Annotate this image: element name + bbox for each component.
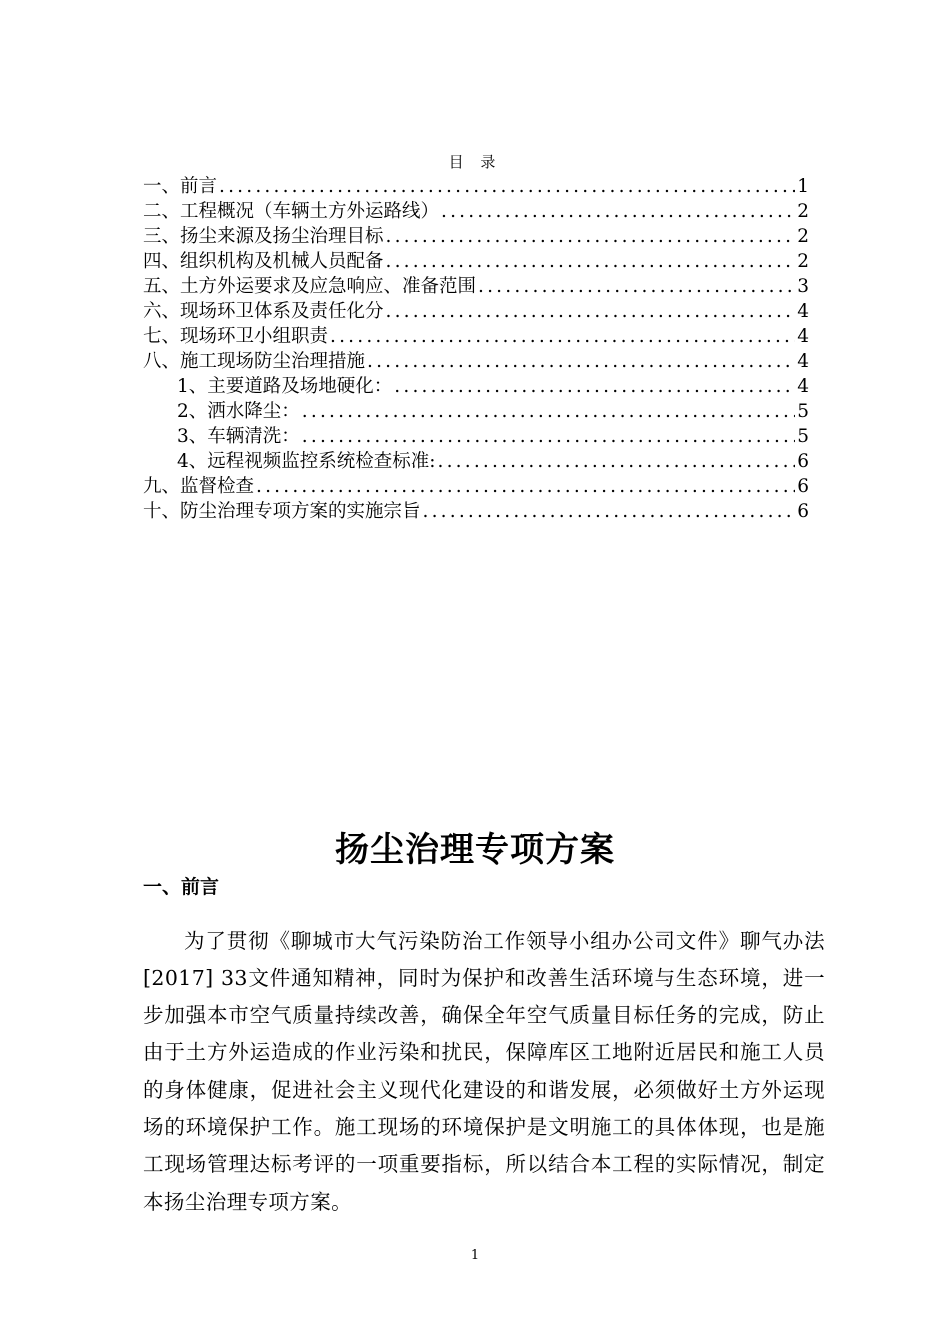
toc-entry-page: 4 [797, 301, 809, 322]
toc-leader-dots [394, 374, 795, 399]
toc-entry[interactable] [143, 199, 809, 224]
toc-entry-page: 4 [797, 376, 809, 397]
toc-entry-text: 4、远程视频监控系统检查标准: [177, 451, 436, 472]
toc-leader-dots [441, 199, 795, 224]
toc-leader-dots [256, 474, 795, 499]
toc-entry-text: 2、洒水降尘： [177, 401, 300, 422]
toc-entry-text: 1、主要道路及场地硬化： [177, 376, 393, 397]
toc-entry-page: 2 [797, 251, 809, 272]
toc-entry-page: 5 [797, 426, 809, 447]
toc-entry[interactable] [143, 499, 809, 524]
toc-entry[interactable] [143, 249, 809, 274]
toc-entry-page: 3 [797, 276, 809, 297]
page-number: 1 [470, 1248, 480, 1263]
toc-leader-dots [219, 174, 795, 199]
toc-leader-dots [302, 424, 795, 449]
toc-entry-page: 6 [797, 476, 809, 497]
toc-entry[interactable] [143, 299, 809, 324]
toc-entry-text: 二、工程概况（车辆土方外运路线） [143, 201, 440, 222]
toc-entry-text: 九、监督检查 [143, 476, 255, 497]
toc-entry-text: 三、扬尘来源及扬尘治理目标 [143, 226, 384, 247]
toc-subentry[interactable] [143, 374, 809, 399]
toc-title: 目 录 [448, 153, 502, 171]
toc-entry[interactable] [143, 274, 809, 299]
toc-entry-page: 1 [797, 176, 809, 197]
table-of-contents [143, 174, 809, 524]
toc-entry-text: 四、组织机构及机械人员配备 [143, 251, 384, 272]
toc-entry-text: 六、现场环卫体系及责任化分 [143, 301, 384, 322]
toc-entry[interactable] [143, 224, 809, 249]
toc-entry[interactable] [143, 174, 809, 199]
document-title: 扬尘治理专项方案 [335, 830, 615, 870]
toc-entry-page: 2 [797, 226, 809, 247]
section-heading: 一、前言 [143, 876, 220, 898]
toc-leader-dots [386, 224, 796, 249]
toc-subentry[interactable] [143, 449, 809, 474]
toc-leader-dots [423, 499, 796, 524]
toc-entry-text: 八、施工现场防尘治理措施 [143, 351, 366, 372]
toc-leader-dots [438, 449, 796, 474]
body-paragraph: 为了贯彻《聊城市大气污染防治工作领导小组办公司文件》聊气办法[2017] 33文件通知精神，同时为保护和改善生活环境与生态环境，进一步加强本市空气质量持续改善，确保全年空气质量目标任务的完成，防止由于土方外运造成的作业污染和扰民，保障库区工地附近居民和施工人员的身体健康，促进社会主义现代化建设的和谐发展，必须做好土方外运现场的环境保护工作。施工现场的环境保护是文明施工的具体体现，也是施工现场管理达标考评的一项重要指标，所以结合本工程的实际情况，制定本扬尘治理专项方案。 [143, 928, 825, 1214]
toc-leader-dots [478, 274, 795, 299]
toc-entry-page: 6 [797, 501, 809, 522]
toc-subentry[interactable] [143, 424, 809, 449]
toc-entry-page: 4 [797, 326, 809, 347]
toc-entry-text: 3、车辆清洗： [177, 426, 300, 447]
toc-entry-page: 4 [797, 351, 809, 372]
toc-entry-text: 五、土方外运要求及应急响应、准备范围 [143, 276, 477, 297]
toc-entry-text: 一、前言 [143, 176, 218, 197]
toc-leader-dots [386, 249, 796, 274]
toc-entry[interactable] [143, 349, 809, 374]
toc-leader-dots [386, 299, 796, 324]
toc-entry[interactable] [143, 474, 809, 499]
toc-entry-page: 5 [797, 401, 809, 422]
toc-entry-text: 十、防尘治理专项方案的实施宗旨 [143, 501, 421, 522]
toc-leader-dots [330, 324, 795, 349]
toc-entry-page: 6 [797, 451, 809, 472]
toc-subentry[interactable] [143, 399, 809, 424]
toc-entry[interactable] [143, 324, 809, 349]
toc-leader-dots [367, 349, 795, 374]
toc-entry-text: 七、现场环卫小组职责 [143, 326, 329, 347]
toc-entry-page: 2 [797, 201, 809, 222]
toc-leader-dots [302, 399, 795, 424]
